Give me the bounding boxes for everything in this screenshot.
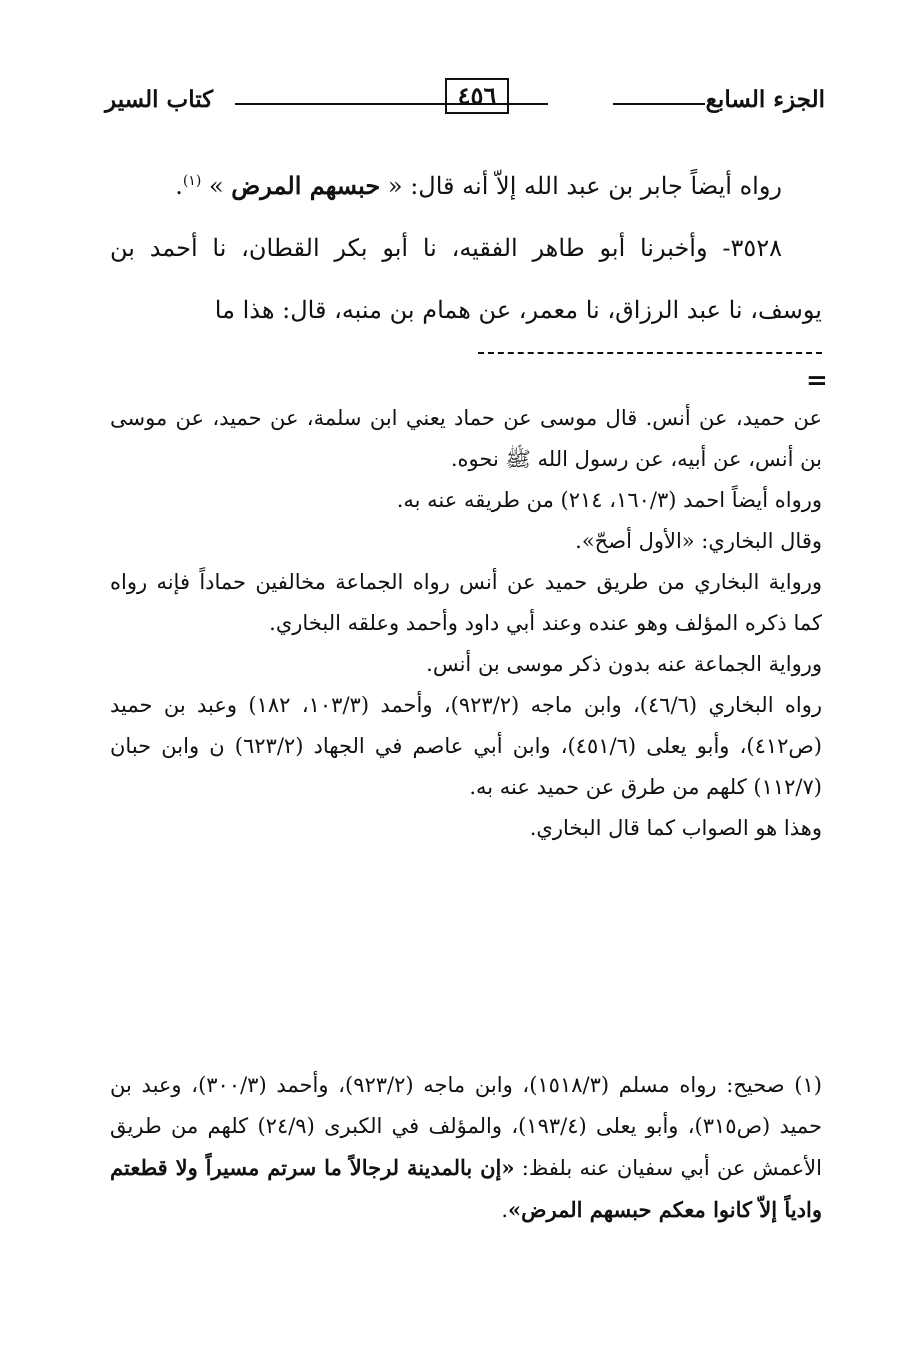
note-paragraph: وقال البخاري: «الأول أصحّ». [575, 529, 822, 553]
footnote-1 [110, 1065, 822, 1231]
header-rule-right [613, 103, 705, 105]
footnote-quote: «إن بالمدينة لرجالاً ما سرتم مسيراً ولا قطعتم وادياً إلاّ كانوا معكم حبسهم المرض» [110, 1155, 822, 1222]
page-number: ٤٥٦ [445, 78, 509, 114]
footnote-text: (١) صحيح: رواه مسلم (١٥١٨/٣)، وابن ماجه (٩٢٣/٢)، وأحمد (٣٠٠/٣)، وعبد بن حميد (ص٣١٥)، وأبو يعلى (١٩٣/٤)، والمؤلف في الكبرى (٢٤/٩) كلهم من طريق الأعمش عن أبي سفيان عنه بلفظ: «إن بالمدينة لرجالاً ما سرتم مسيراً ولا قطعتم وادياً إلاّ كانوا معكم حبسهم المرض». [110, 1073, 822, 1222]
main-paragraph-1: رواه أيضاً جابر بن عبد الله إلاّ أنه قال: « حبسهم المرض » $^{(١)}$. [175, 171, 782, 200]
note-paragraph: ورواية الجماعة عنه بدون ذكر موسى بن أنس. [426, 652, 822, 676]
volume-title: الجزء السابع [705, 86, 825, 113]
main-text [110, 150, 822, 341]
bold-phrase: حبسهم المرض [231, 171, 381, 200]
note-paragraph: رواه البخاري (٤٦/٦)، وابن ماجه (٩٢٣/٢)، وأحمد (١٠٣/٣، ١٨٢) وعبد بن حميد (ص٤١٢)، وأبو يعلى (٤٥١/٦)، وابن أبي عاصم في الجهاد (٦٢٣/٢) ن وابن حبان (١١٢/٧) كلهم من طرق عن حميد عنه به. [110, 693, 823, 799]
continuation-mark: = [806, 366, 828, 396]
notes-block [110, 398, 822, 849]
footnote-separator [478, 352, 822, 354]
note-paragraph: ورواية البخاري من طريق حميد عن أنس رواه الجماعة مخالفين حماداً فإنه رواه كما ذكره المؤلف وهو عنده وعند أبي داود وأحمد وعلقه البخاري. [110, 570, 822, 635]
note-paragraph: وهذا هو الصواب كما قال البخاري. [529, 816, 822, 840]
page-header [105, 78, 825, 122]
book-title: كتاب السير [105, 86, 214, 113]
main-paragraph-2: ٣٥٢٨- وأخبرنا أبو طاهر الفقيه، نا أبو بكر القطان، نا أحمد بن يوسف، نا عبد الرزاق، نا معمر، عن همام بن منبه، قال: هذا ما [110, 234, 822, 324]
note-paragraph: عن حميد، عن أنس. قال موسى عن حماد يعني ابن سلمة، عن حميد، عن موسى بن أنس، عن أبيه، عن رسول الله ﷺ نحوه. [110, 406, 822, 471]
footnote-ref: (١) [182, 173, 202, 189]
note-paragraph: ورواه أيضاً احمد (١٦٠/٣، ٢١٤) من طريقه عنه به. [396, 488, 822, 512]
